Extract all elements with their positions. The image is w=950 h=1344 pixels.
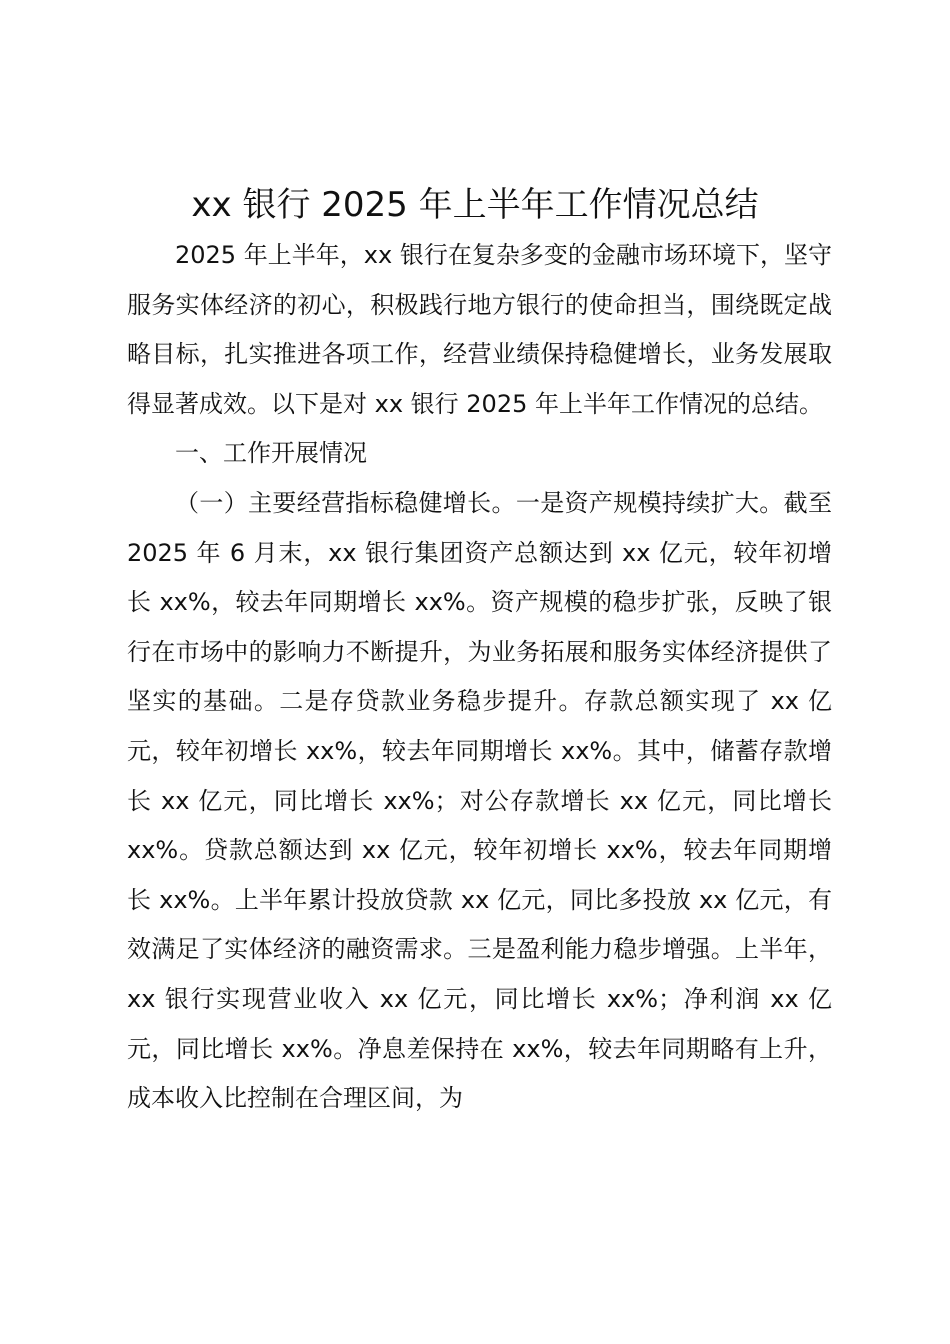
section-heading-work-progress: 一、工作开展情况 <box>175 439 367 468</box>
document-title: xx 银行 2025 年上半年工作情况总结 <box>191 185 759 225</box>
document-body <box>127 231 832 1124</box>
intro-paragraph: 2025 年上半年，xx 银行在复杂多变的金融市场环境下，坚守服务实体经济的初心，积极践行地方银行的使命担当，围绕既定战略目标，扎实推进各项工作，经营业绩保持稳健增长，业务发展取得显著成效。以下是对 xx 银行 2025 年上半年工作情况的总结。 <box>127 241 832 418</box>
paragraph-business-indicators: （一）主要经营指标稳健增长。一是资产规模持续扩大。截至 2025 年 6 月末，xx 银行集团资产总额达到 xx 亿元，较年初增长 xx%，较去年同期增长 xx%。资产规模的稳步扩张，反映了银行在市场中的影响力不断提升，为业务拓展和服务实体经济提供了坚实的基础。二是存贷款业务稳步提升。存款总额实现了 xx 亿元，较年初增长 xx%，较去年同期增长 xx%。其中，储蓄存款增长 xx 亿元，同比增长 xx%；对公存款增长 xx 亿元，同比增长 xx%。贷款总额达到 xx 亿元，较年初增长 xx%，较去年同期增长 xx%。上半年累计投放贷款 xx 亿元，同比多投放 xx 亿元，有效满足了实体经济的融资需求。三是盈利能力稳步增强。上半年，xx 银行实现营业收入 xx 亿元，同比增长 xx%；净利润 xx 亿元，同比增长 xx%。净息差保持在 xx%，较去年同期略有上升，成本收入比控制在合理区间，为 <box>127 488 832 1113</box>
